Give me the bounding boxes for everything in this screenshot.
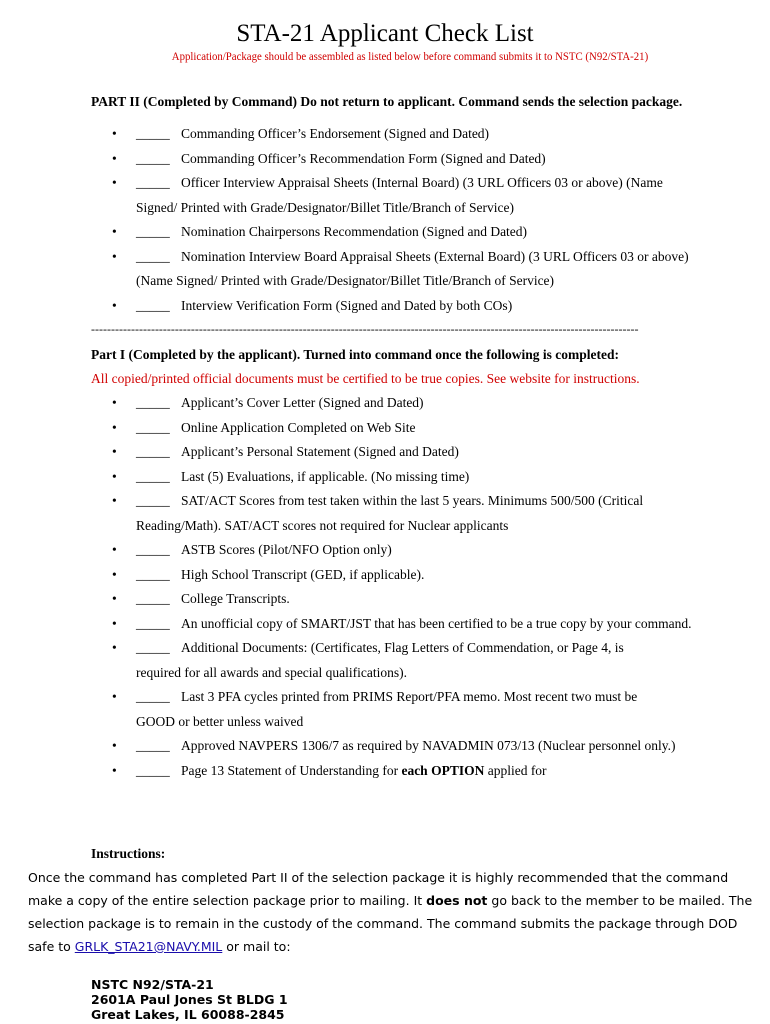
checkbox-blank-line: _____ (136, 468, 170, 484)
item-text (181, 563, 726, 588)
checkbox-blank-line: _____ (136, 419, 170, 435)
item-text (181, 587, 726, 612)
instructions-part1: Once the command has completed Part II of the selection package it is highly recommended that the command make a copy of the entire selection package prior to mailing. It (28, 870, 729, 908)
bullet-icon: • (112, 224, 117, 239)
item-text (181, 220, 726, 245)
item-text (181, 171, 726, 196)
part2-heading: PART II (Completed by Command) Do not return to applicant. Command sends the selection package. (91, 94, 683, 109)
bullet-icon: • (112, 468, 117, 484)
item-label: Interview Verification Form (Signed and Dated by both COs) (181, 297, 513, 313)
bullet-icon: • (112, 591, 117, 606)
checkbox-blank-line: _____ (136, 689, 170, 704)
item-text (181, 294, 726, 319)
section-divider: ----------------------------------------------------------------------------------------------------------------------------------------- (91, 322, 639, 336)
part1-checklist-item (0, 440, 770, 465)
item-text (181, 416, 726, 441)
part1-checklist-item (0, 612, 770, 637)
item-text (181, 440, 726, 465)
part1-checklist-item (0, 563, 770, 588)
part1-checklist-item (0, 465, 770, 490)
checkbox-blank-line: _____ (136, 395, 170, 410)
checkbox-blank-line: _____ (136, 640, 170, 655)
item-label: Page 13 Statement of Understanding for (181, 762, 402, 778)
bullet-icon: • (112, 566, 117, 582)
bullet-icon: • (112, 738, 117, 753)
item-label: Officer Interview Appraisal Sheets (Internal Board) (3 URL Officers 03 or above) (Name (181, 175, 663, 190)
bullet-icon: • (112, 126, 117, 141)
item-text (181, 122, 726, 147)
bullet-icon: • (112, 248, 117, 264)
address-line-3: Great Lakes, IL 60088-2845 (91, 1007, 285, 1022)
item-label: Nomination Interview Board Appraisal Sheets (External Board) (3 URL Officers 03 or above) (181, 248, 689, 264)
checkbox-blank-line: _____ (136, 566, 170, 582)
bullet-icon: • (112, 395, 117, 410)
item-emphasis: each OPTION (401, 762, 485, 778)
item-continuation: (Name Signed/ Printed with Grade/Designator/Billet Title/Branch of Service) (136, 273, 555, 288)
item-text (181, 465, 726, 490)
item-text (181, 147, 726, 172)
part1-checklist-item (0, 391, 770, 416)
item-label-end: applied for (484, 762, 547, 778)
instructions-emphasis: does not (426, 893, 488, 908)
checkbox-blank-line: _____ (136, 591, 170, 606)
mailing-address (91, 977, 288, 1022)
item-text (181, 685, 726, 710)
part2-checklist-item (0, 122, 770, 147)
item-label: SAT/ACT Scores from test taken within the last 5 years. Minimums 500/500 (Critical (181, 493, 644, 508)
part1-checklist-item (0, 685, 770, 734)
item-text (181, 759, 726, 784)
email-link[interactable]: GRLK_STA21@NAVY.MIL (74, 939, 223, 954)
item-label: An unofficial copy of SMART/JST that has been certified to be a true copy by your command. (181, 615, 692, 631)
item-text (181, 245, 726, 270)
address-line-2: 2601A Paul Jones St BLDG 1 (91, 992, 288, 1007)
checkbox-blank-line: _____ (136, 297, 170, 313)
instructions-part2: go back to the member to be mailed. The selection package is to remain in the custody of the command. The command submits the package through DOD safe to (28, 893, 753, 954)
item-text (181, 391, 726, 416)
bullet-icon: • (112, 689, 117, 704)
item-label: Commanding Officer’s Recommendation Form (Signed and Dated) (181, 150, 546, 166)
checkbox-blank-line: _____ (136, 444, 170, 459)
part1-checklist-item (0, 489, 770, 538)
item-label: High School Transcript (GED, if applicable). (181, 566, 425, 582)
part1-checklist-item (0, 538, 770, 563)
item-text (181, 489, 726, 514)
page-title: STA-21 Applicant Check List (236, 20, 534, 47)
item-label: College Transcripts. (181, 591, 290, 606)
checkbox-blank-line: _____ (136, 150, 170, 166)
part1-checklist-item (0, 759, 770, 784)
part1-heading: Part I (Completed by the applicant). Turned into command once the following is completed: (91, 347, 619, 362)
part2-checklist-item (0, 147, 770, 172)
part1-checklist-item (0, 734, 770, 759)
item-continuation: Reading/Math). SAT/ACT scores not required for Nuclear applicants (136, 517, 509, 533)
part1-checklist-item (0, 587, 770, 612)
checkbox-blank-line: _____ (136, 224, 170, 239)
checkbox-blank-line: _____ (136, 738, 170, 753)
part1-list (0, 391, 770, 783)
item-label: Commanding Officer’s Endorsement (Signed and Dated) (181, 126, 490, 141)
bullet-icon: • (112, 419, 117, 435)
item-continuation: Signed/ Printed with Grade/Designator/Billet Title/Branch of Service) (136, 199, 514, 215)
instructions-text (28, 866, 753, 958)
bullet-icon: • (112, 297, 117, 313)
bullet-icon: • (112, 493, 117, 508)
item-text (181, 636, 726, 661)
bullet-icon: • (112, 542, 117, 557)
part2-list (0, 122, 770, 318)
checkbox-blank-line: _____ (136, 175, 170, 190)
item-label: ASTB Scores (Pilot/NFO Option only) (181, 542, 392, 557)
part2-checklist-item (0, 294, 770, 319)
page-subtitle: Application/Package should be assembled as listed below before command submits it to NSTC (N92/STA-21) (171, 49, 649, 63)
item-continuation: required for all awards and special qualifications). (136, 664, 408, 680)
part2-checklist-item (0, 171, 770, 220)
checkbox-blank-line: _____ (136, 493, 170, 508)
bullet-icon: • (112, 150, 117, 166)
item-label: Online Application Completed on Web Site (181, 419, 416, 435)
part1-checklist-item (0, 416, 770, 441)
checkbox-blank-line: _____ (136, 248, 170, 264)
item-label: Additional Documents: (Certificates, Flag Letters of Commendation, or Page 4, is (181, 640, 624, 655)
bullet-icon: • (112, 615, 117, 631)
item-label: Approved NAVPERS 1306/7 as required by NAVADMIN 073/13 (Nuclear personnel only.) (181, 738, 676, 753)
checkbox-blank-line: _____ (136, 762, 170, 778)
part2-checklist-item (0, 220, 770, 245)
bullet-icon: • (112, 444, 117, 459)
checkbox-blank-line: _____ (136, 542, 170, 557)
item-label: Last (5) Evaluations, if applicable. (No missing time) (181, 468, 470, 484)
item-text (181, 612, 726, 637)
address-line-1: NSTC N92/STA-21 (91, 977, 214, 992)
part1-certification-note: All copied/printed official documents must be certified to be true copies. See website for instructions. (91, 371, 640, 386)
instructions-part3: or mail to: (222, 939, 291, 954)
bullet-icon: • (112, 175, 117, 190)
checkbox-blank-line: _____ (136, 126, 170, 141)
bullet-icon: • (112, 640, 117, 655)
item-label: Last 3 PFA cycles printed from PRIMS Report/PFA memo. Most recent two must be (181, 689, 638, 704)
item-label: Applicant’s Cover Letter (Signed and Dated) (181, 395, 424, 410)
checkbox-blank-line: _____ (136, 615, 170, 631)
part2-checklist-item (0, 245, 770, 294)
instructions-heading: Instructions: (91, 846, 166, 861)
part1-checklist-item (0, 636, 770, 685)
item-text (181, 538, 726, 563)
item-text (181, 734, 726, 759)
item-continuation: GOOD or better unless waived (136, 713, 304, 729)
item-label: Nomination Chairpersons Recommendation (Signed and Dated) (181, 224, 528, 239)
bullet-icon: • (112, 762, 117, 778)
item-label: Applicant’s Personal Statement (Signed and Dated) (181, 444, 459, 459)
